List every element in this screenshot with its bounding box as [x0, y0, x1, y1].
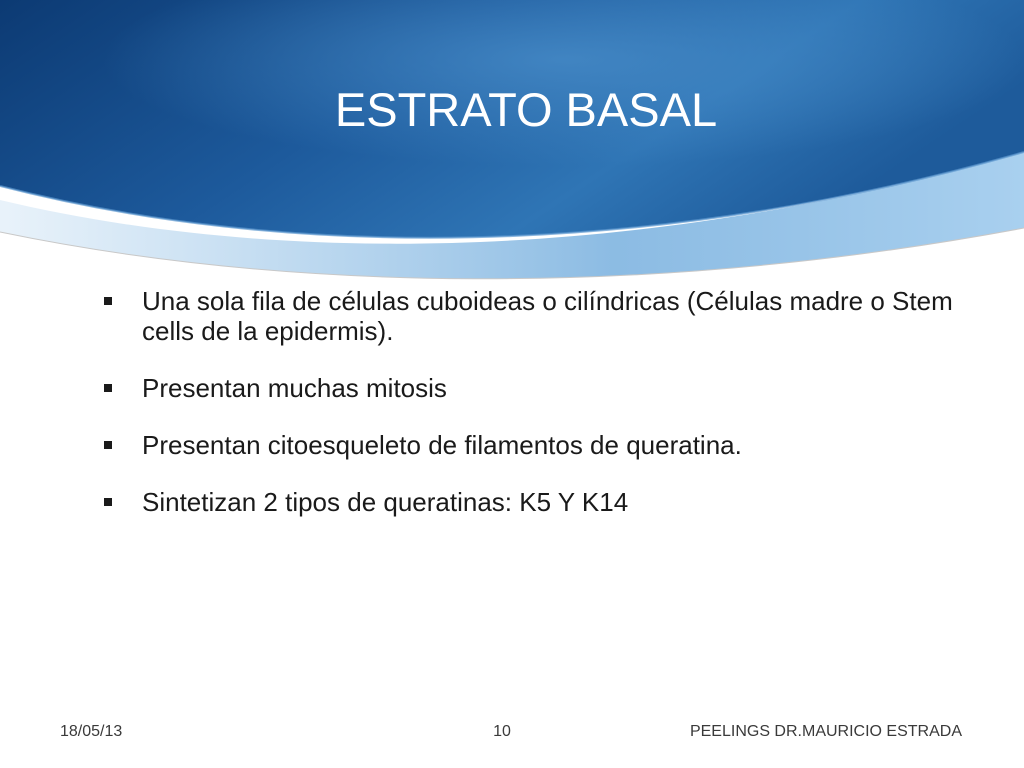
bullet-item	[104, 286, 994, 346]
footer-date: 18/05/13	[60, 723, 123, 740]
square-bullet-icon	[104, 297, 112, 305]
square-bullet-icon	[104, 498, 112, 506]
bullet-text: Presentan citoesqueleto de filamentos de queratina.	[142, 430, 742, 460]
bullet-text: Una sola fila de células cuboideas o cilíndricas (Células madre o Stem cells de la epidermis).	[142, 286, 953, 346]
bullet-text: Sintetizan 2 tipos de queratinas: K5 Y K14	[142, 487, 629, 517]
bullet-list	[104, 286, 994, 544]
bullet-text: Presentan muchas mitosis	[142, 373, 447, 403]
footer-author: PEELINGS DR.MAURICIO ESTRADA	[689, 723, 962, 740]
square-bullet-icon	[104, 441, 112, 449]
header-wave-background	[0, 0, 1024, 300]
footer-page-number: 10	[493, 723, 511, 740]
bullet-item	[104, 430, 994, 460]
slide-title: ESTRATO BASAL	[334, 83, 718, 136]
square-bullet-icon	[104, 384, 112, 392]
bullet-item	[104, 373, 994, 403]
bullet-item	[104, 487, 994, 517]
